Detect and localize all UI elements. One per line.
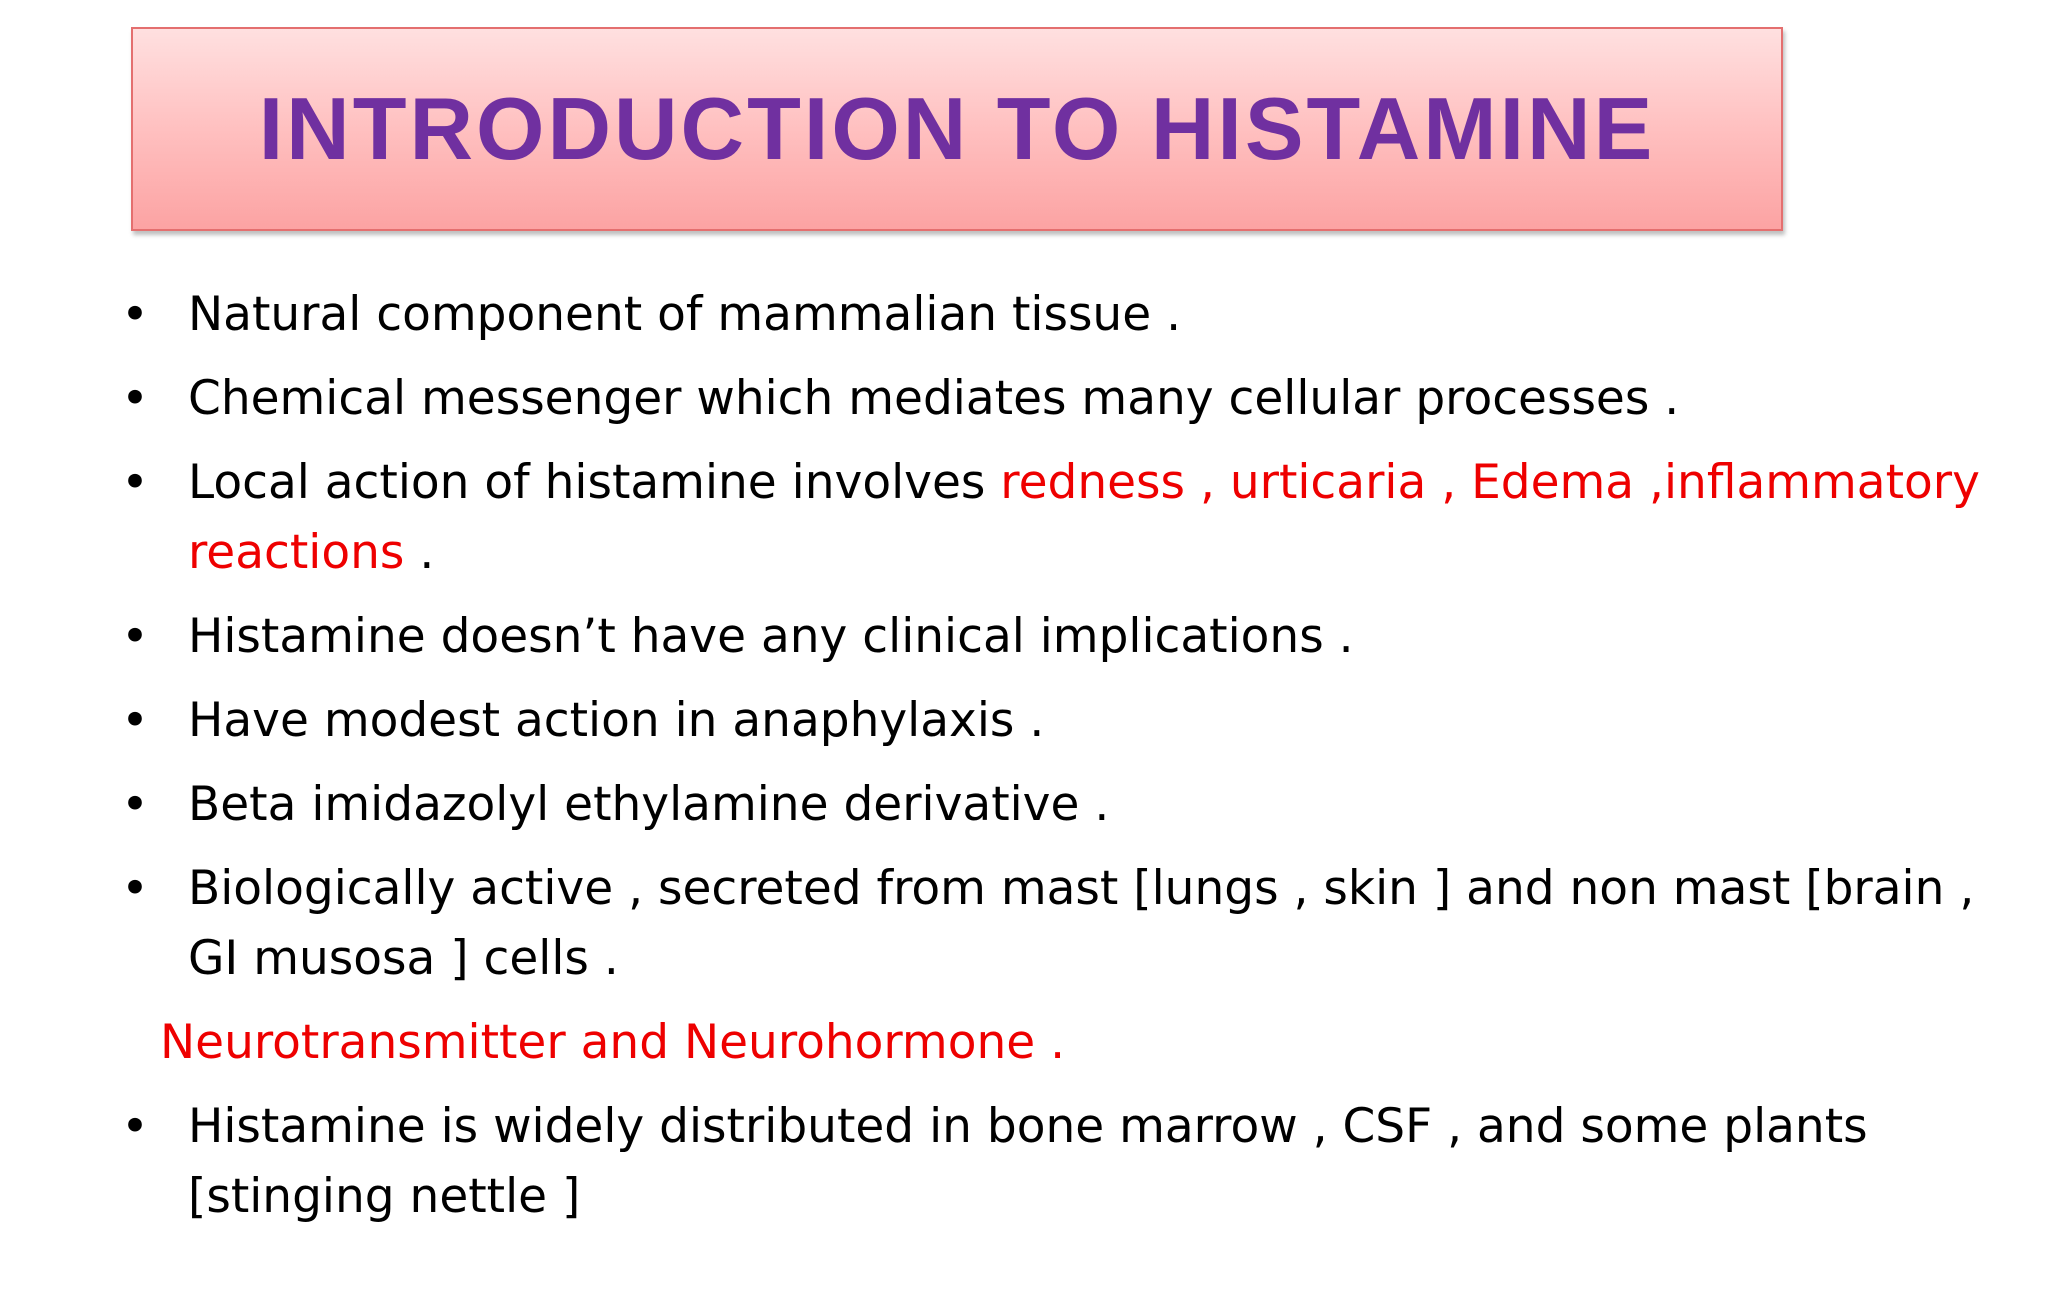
bullet-text: Biologically active , secreted from mast [lungs , skin ] and non mast [brain , GI musosa ] cells . bbox=[188, 861, 1975, 986]
bullet-item-chemical-messenger bbox=[120, 364, 2000, 434]
slide-title: INTRODUCTION TO HISTAMINE bbox=[258, 79, 1656, 178]
bullet-item-local-action bbox=[120, 448, 2000, 588]
bullet-item-anaphylaxis bbox=[120, 686, 2000, 756]
bullet-dot-icon: • bbox=[121, 1099, 149, 1154]
bullet-text-prefix: Local action of histamine involves bbox=[188, 455, 1001, 510]
bullet-dot-icon: • bbox=[121, 455, 149, 510]
bullet-text: Chemical messenger which mediates many cellular processes . bbox=[188, 371, 1680, 426]
sub-note-neurotransmitter: Neurotransmitter and Neurohormone . bbox=[160, 1015, 1066, 1070]
bullet-list bbox=[120, 280, 2000, 1246]
bullet-dot-icon: • bbox=[121, 609, 149, 664]
bullet-item-natural-component bbox=[120, 280, 2000, 350]
bullet-text: Histamine doesn’t have any clinical implications . bbox=[188, 609, 1354, 664]
bullet-dot-icon: • bbox=[121, 777, 149, 832]
bullet-text: Beta imidazolyl ethylamine derivative . bbox=[188, 777, 1110, 832]
bullet-item-biologically-active bbox=[120, 854, 2000, 994]
bullet-item-clinical-implications bbox=[120, 602, 2000, 672]
bullet-item-derivative bbox=[120, 770, 2000, 840]
bullet-text: Natural component of mammalian tissue . bbox=[188, 287, 1182, 342]
bullet-text-suffix: . bbox=[404, 525, 435, 580]
bullet-dot-icon: • bbox=[121, 371, 149, 426]
bullet-text: Have modest action in anaphylaxis . bbox=[188, 693, 1045, 748]
bullet-dot-icon: • bbox=[121, 693, 149, 748]
bullet-dot-icon: • bbox=[121, 861, 149, 916]
bullet-text-highlight: redness , urticaria , Edema ,inflammatory reactions bbox=[188, 455, 1980, 580]
bullet-item-distribution bbox=[120, 1092, 2000, 1232]
title-banner bbox=[131, 27, 1783, 231]
bullet-dot-icon: • bbox=[121, 287, 149, 342]
bullet-text: Histamine is widely distributed in bone marrow , CSF , and some plants [stinging nettle ] bbox=[188, 1099, 1868, 1224]
